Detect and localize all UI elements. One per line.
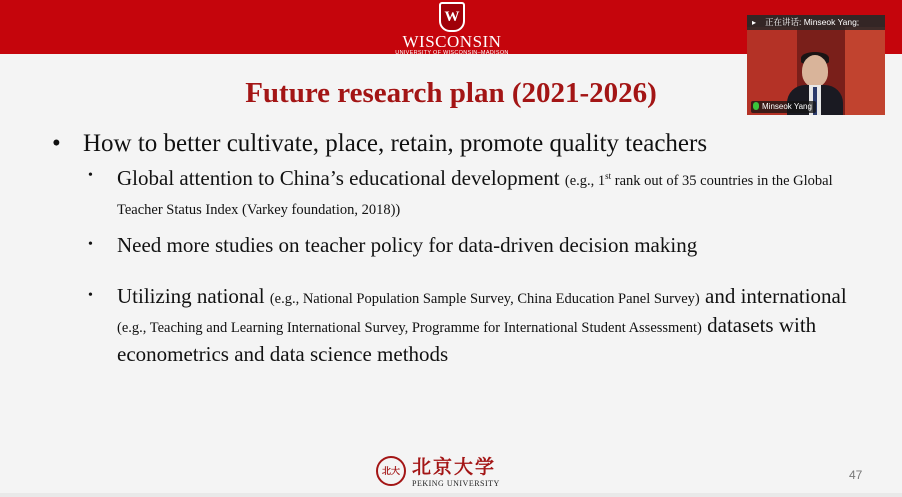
page-number: 47 [849, 468, 863, 482]
slide-title: Future research plan (2021-2026) [245, 77, 657, 109]
sub-bullet-1-text: Global attention to China’s educational development (e.g., 1st rank out of 35 countries in the Global Teacher Status Index (Varkey foundation, 2018)) [117, 165, 833, 218]
sub-bullet-3-text: Utilizing national (e.g., National Population Sample Survey, China Education Panel Survey) and international (e.g., Teaching and Learning International Survey, Programme for International Student Assessment) datasets with econometrics and data science methods [117, 284, 847, 366]
microphone-icon [753, 102, 759, 110]
pku-seal-icon: 北大 [376, 456, 406, 486]
main-bullet-text: How to better cultivate, place, retain, promote quality teachers [83, 130, 708, 157]
sub-bullet-2-text: Need more studies on teacher policy for data-driven decision making [117, 233, 698, 257]
bullet-dot-icon: • [88, 168, 93, 183]
participant-name-tag: Minseok Yang [751, 101, 816, 113]
pku-chinese-name: 北京大学 [412, 456, 497, 478]
logo-subtitle: UNIVERSITY OF WISCONSIN–MADISON [395, 50, 509, 56]
speaker-icon: ▸ [752, 18, 757, 27]
peking-university-logo [376, 456, 521, 490]
pku-english-name: PEKING UNIVERSITY [412, 479, 500, 488]
speaker-face [802, 55, 828, 87]
bullet-dot-icon: • [52, 130, 61, 157]
logo-wordmark: WISCONSIN [402, 32, 502, 51]
speaking-indicator-bar [747, 15, 885, 30]
speaking-label: 正在讲话: Minseok Yang; [765, 17, 860, 27]
crest-icon: W [439, 2, 465, 32]
bullet-dot-icon: • [88, 237, 93, 252]
backdrop-poster-right [845, 27, 885, 115]
speaker-video-thumbnail[interactable] [747, 15, 885, 115]
bullet-dot-icon: • [88, 288, 93, 303]
wisconsin-logo [377, 2, 527, 54]
